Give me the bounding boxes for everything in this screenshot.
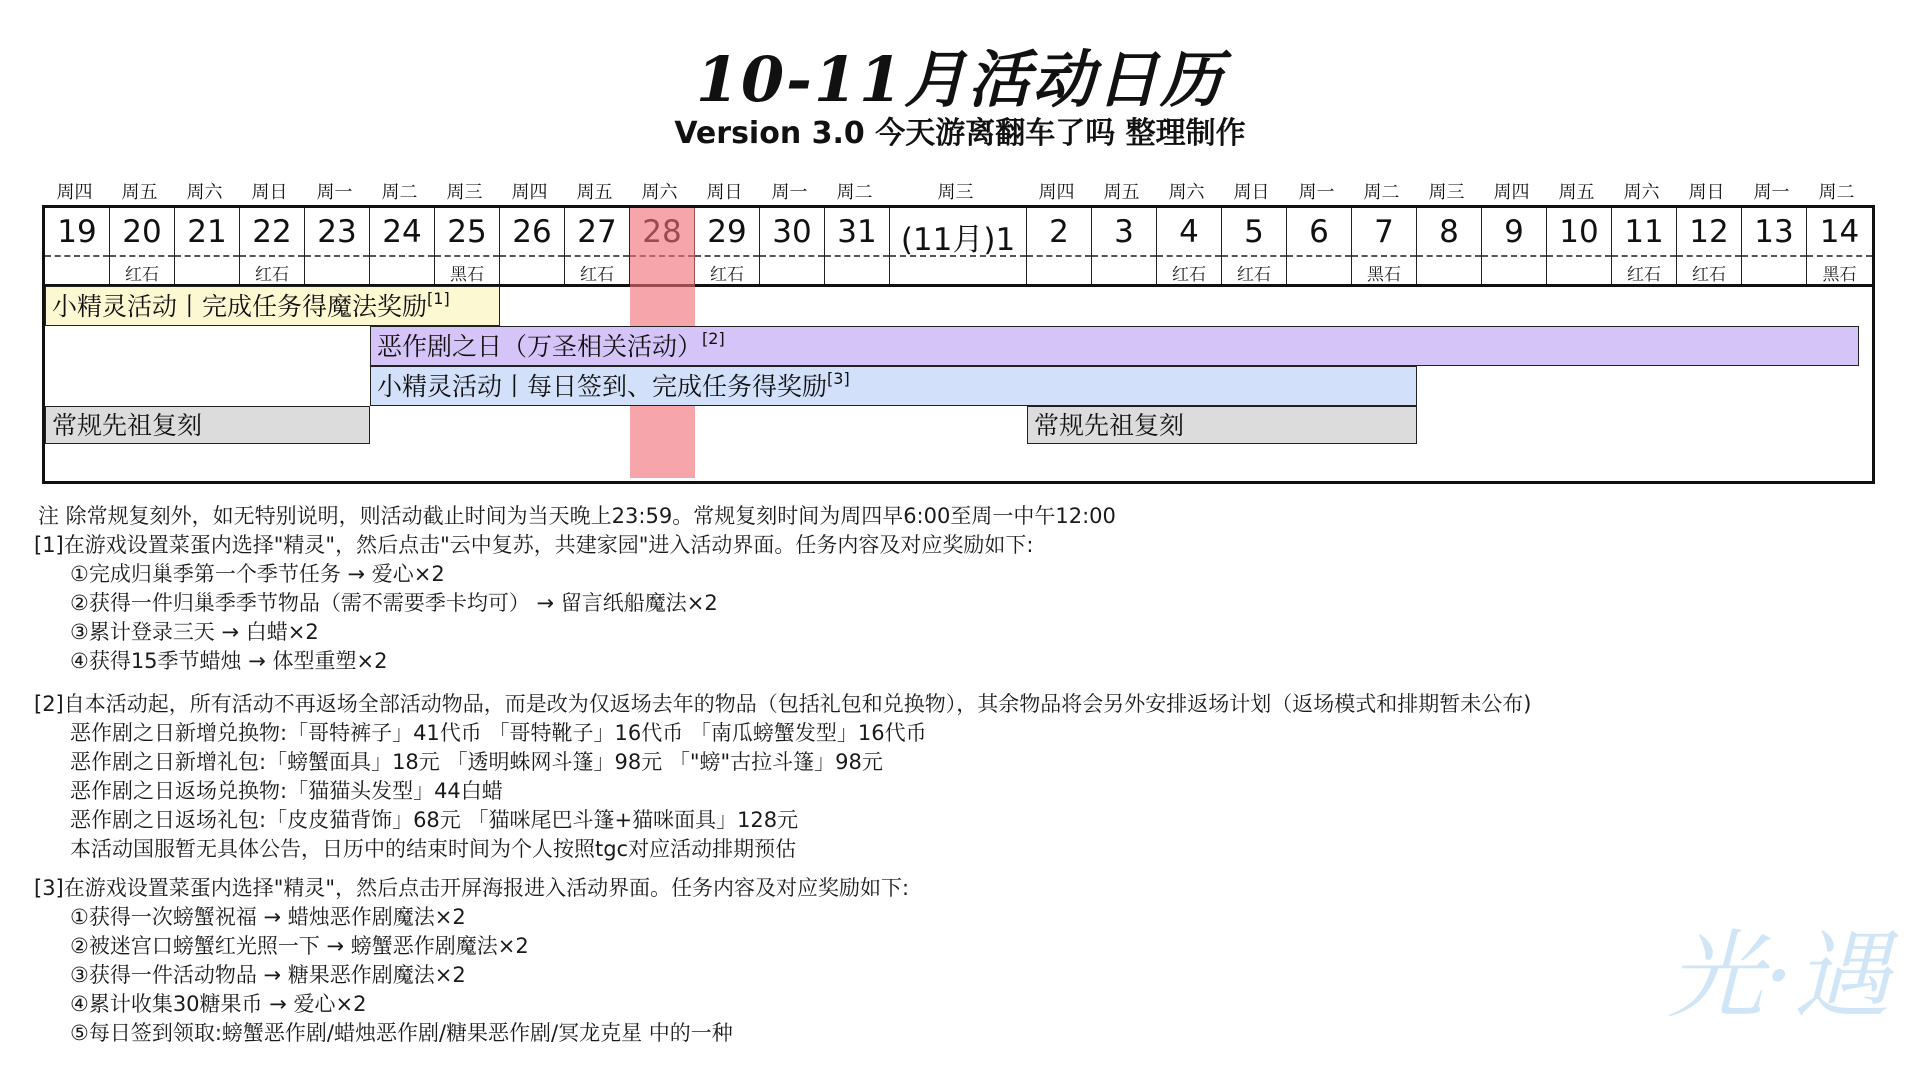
dashed-divider	[1027, 255, 1091, 257]
shard-tag: 红石	[125, 265, 159, 285]
weekday-label: 周四	[56, 182, 93, 203]
day-cell[interactable]	[45, 208, 110, 286]
day-cell[interactable]	[1092, 208, 1157, 286]
day-cell[interactable]	[1157, 208, 1222, 286]
weekday-label: 周日	[1233, 182, 1270, 203]
day-number: 7	[1374, 214, 1394, 250]
weekday-label: 周四	[1493, 182, 1530, 203]
page-subtitle: Version 3.0 今天游离翻车了吗 整理制作	[674, 116, 1246, 151]
day-cell[interactable]	[240, 208, 305, 286]
day-number: 4	[1179, 214, 1199, 250]
note-1-item: ④获得15季节蜡烛 → 体型重塑×2	[70, 649, 388, 673]
day-number: 8	[1439, 214, 1459, 250]
game-logo-watermark: 光·遇	[1667, 920, 1890, 1032]
event-calendar	[42, 178, 1875, 486]
dashed-divider	[240, 255, 304, 257]
dashed-divider	[110, 255, 174, 257]
shard-tag: 红石	[1237, 265, 1271, 285]
note-3-item: ③获得一件活动物品 → 糖果恶作剧魔法×2	[70, 963, 466, 987]
dashed-divider	[1222, 255, 1286, 257]
day-cell[interactable]	[695, 208, 760, 286]
weekday-label: 周一	[771, 182, 808, 203]
day-cell[interactable]	[1222, 208, 1287, 286]
weekday-label: 周三	[446, 182, 483, 203]
shard-tag: 红石	[1172, 265, 1206, 285]
general-note: 注 除常规复刻外，如无特别说明，则活动截止时间为当天晚上23:59。常规复刻时间为周四早6:00至周一中午12:00	[38, 504, 1116, 528]
weekday-label: 周二	[1363, 182, 1400, 203]
weekday-label: 周五	[576, 182, 613, 203]
day-cell[interactable]	[1482, 208, 1547, 286]
dashed-divider	[1092, 255, 1156, 257]
note-1-item: ②获得一件归巢季季节物品（需不需要季卡均可） → 留言纸船魔法×2	[70, 591, 718, 615]
event-label: 小精灵活动丨完成任务得魔法奖励	[52, 292, 428, 321]
dashed-divider	[1742, 255, 1806, 257]
day-number: 31	[837, 214, 877, 250]
day-cell[interactable]	[1417, 208, 1482, 286]
day-number: 29	[707, 214, 747, 250]
day-number: 9	[1504, 214, 1524, 250]
note-2-item: 恶作剧之日返场礼包:「皮皮猫背饰」68元 「猫咪尾巴斗篷+猫咪面具」128元	[70, 808, 799, 832]
event-label: 恶作剧之日（万圣相关活动）	[377, 332, 703, 361]
note-2-item: 本活动国服暂无具体公告，日历中的结束时间为个人按照tgc对应活动排期预估	[70, 837, 797, 861]
event-bar-sprite-tasks[interactable]	[45, 286, 500, 326]
event-bar-spirit-rerun-1[interactable]	[45, 406, 370, 444]
dashed-divider	[500, 255, 564, 257]
dashed-divider	[1612, 255, 1676, 257]
dashed-divider	[305, 255, 369, 257]
day-number: 27	[577, 214, 617, 250]
event-bar-prank-day[interactable]	[370, 326, 1859, 366]
day-cell[interactable]	[1742, 208, 1807, 286]
dashed-divider	[1417, 255, 1481, 257]
day-cell[interactable]	[435, 208, 500, 286]
day-cell[interactable]	[1547, 208, 1612, 286]
dashed-divider	[565, 255, 629, 257]
shard-tag: 黑石	[1822, 265, 1857, 285]
day-number: 2	[1049, 214, 1069, 250]
event-label: 常规先祖复刻	[52, 411, 203, 440]
note-3-item: ⑤每日签到领取:螃蟹恶作剧/蜡烛恶作剧/糖果恶作剧/冥龙克星 中的一种	[70, 1021, 733, 1045]
note-1-item: ③累计登录三天 → 白蜡×2	[70, 620, 319, 644]
calendar-grid	[42, 205, 1875, 484]
dashed-divider	[1482, 255, 1546, 257]
note-1-heading: [1]在游戏设置菜蛋内选择"精灵"，然后点击"云中复苏，共建家园"进入活动界面。任务内容及对应奖励如下:	[34, 533, 1034, 557]
dashed-divider	[1807, 255, 1872, 257]
weekday-label: 周二	[381, 182, 418, 203]
weekday-label: 周二	[836, 182, 873, 203]
day-cell[interactable]	[305, 208, 370, 286]
shard-tag: 红石	[255, 265, 289, 285]
day-number: 11	[1624, 214, 1664, 250]
weekday-label: 周三	[937, 182, 974, 203]
dashed-divider	[1547, 255, 1611, 257]
dashed-divider	[760, 255, 824, 257]
note-3-heading: [3]在游戏设置菜蛋内选择"精灵"，然后点击开屏海报进入活动界面。任务内容及对应奖励如下:	[34, 876, 910, 900]
note-1-item: ①完成归巢季第一个季节任务 → 爱心×2	[70, 562, 445, 586]
dashed-divider	[45, 255, 109, 257]
day-number: 3	[1114, 214, 1134, 250]
shard-tag: 黑石	[450, 265, 484, 285]
event-note-ref: [3]	[827, 369, 850, 388]
weekday-label: 周日	[1688, 182, 1725, 203]
event-label: 小精灵活动丨每日签到、完成任务得奖励	[377, 372, 828, 401]
weekday-label: 周五	[121, 182, 158, 203]
day-cell[interactable]	[760, 208, 825, 286]
day-cell[interactable]	[565, 208, 630, 286]
weekday-label: 周六	[1168, 182, 1205, 203]
weekday-label: 周一	[1298, 182, 1335, 203]
event-bar-spirit-rerun-2[interactable]	[1027, 406, 1417, 444]
day-number: 19	[57, 214, 97, 250]
day-number: 22	[252, 214, 292, 250]
weekday-label: 周六	[641, 182, 678, 203]
day-number: 10	[1559, 214, 1599, 250]
day-cell[interactable]	[890, 208, 1027, 286]
event-bar-sprite-checkin[interactable]	[370, 366, 1417, 406]
dashed-divider	[435, 255, 499, 257]
day-cell[interactable]	[1287, 208, 1352, 286]
weekday-label: 周三	[1428, 182, 1465, 203]
dashed-divider	[695, 255, 759, 257]
dashed-divider	[890, 255, 1026, 257]
day-cell[interactable]	[1677, 208, 1742, 286]
weekday-label: 周六	[1623, 182, 1660, 203]
event-note-ref: [2]	[702, 329, 725, 348]
dashed-divider	[1677, 255, 1741, 257]
day-number: 21	[187, 214, 227, 250]
weekday-label: 周一	[316, 182, 353, 203]
dashed-divider	[825, 255, 889, 257]
day-cell[interactable]	[110, 208, 175, 286]
day-number: 30	[772, 214, 812, 250]
shard-tag: 红石	[710, 265, 744, 285]
weekday-label: 周一	[1753, 182, 1790, 203]
dashed-divider	[1157, 255, 1221, 257]
day-cell[interactable]	[175, 208, 240, 286]
day-cell[interactable]	[1807, 208, 1872, 286]
day-number: 25	[447, 214, 487, 250]
weekday-label: 周五	[1103, 182, 1140, 203]
day-cell[interactable]	[825, 208, 890, 286]
note-3-item: ②被迷宫口螃蟹红光照一下 → 螃蟹恶作剧魔法×2	[70, 934, 529, 958]
note-2-item: 恶作剧之日新增礼包:「螃蟹面具」18元 「透明蛛网斗篷」98元 「"螃"古拉斗篷」98元	[70, 750, 883, 774]
day-number: 12	[1689, 214, 1729, 250]
weekday-label: 周六	[186, 182, 223, 203]
dashed-divider	[370, 255, 434, 257]
note-3-item: ④累计收集30糖果币 → 爱心×2	[70, 992, 367, 1016]
day-number: 23	[317, 214, 357, 250]
shard-tag: 红石	[580, 265, 614, 285]
event-note-ref: [1]	[427, 289, 450, 308]
day-number: 6	[1309, 214, 1329, 250]
day-number: 24	[382, 214, 422, 250]
page-title: 10-11月活动日历	[695, 43, 1225, 116]
dashed-divider	[1287, 255, 1351, 257]
shard-tag: 黑石	[1367, 265, 1401, 285]
weekday-label: 周四	[511, 182, 548, 203]
note-2-item: 恶作剧之日新增兑换物:「哥特裤子」41代币 「哥特靴子」16代币 「南瓜螃蟹发型」16代币	[70, 721, 927, 745]
dashed-divider	[175, 255, 239, 257]
day-cell[interactable]	[370, 208, 435, 286]
day-number: 14	[1819, 214, 1860, 250]
day-number: 20	[122, 214, 162, 250]
event-label: 常规先祖复刻	[1034, 411, 1185, 440]
note-2-heading: [2]自本活动起，所有活动不再返场全部活动物品，而是改为仅返场去年的物品（包括礼包和兑换物），其余物品将会另外安排返场计划（返场模式和排期暂未公布)	[34, 692, 1532, 716]
weekday-label: 周日	[251, 182, 288, 203]
day-cell[interactable]	[500, 208, 565, 286]
shard-tag: 红石	[1627, 265, 1661, 285]
day-number: (11月)1	[900, 222, 1016, 258]
day-number: 13	[1754, 214, 1794, 250]
day-cell[interactable]	[1612, 208, 1677, 286]
day-number: 26	[512, 214, 552, 250]
day-number: 5	[1244, 214, 1264, 250]
dashed-divider	[1352, 255, 1416, 257]
weekday-label: 周四	[1038, 182, 1075, 203]
shard-tag: 红石	[1692, 265, 1726, 285]
weekday-label: 周二	[1818, 182, 1855, 203]
note-2-item: 恶作剧之日返场兑换物:「猫猫头发型」44白蜡	[70, 779, 503, 803]
weekday-label: 周日	[706, 182, 743, 203]
day-cell[interactable]	[1352, 208, 1417, 286]
day-cell[interactable]	[1027, 208, 1092, 286]
note-3-item: ①获得一次螃蟹祝福 → 蜡烛恶作剧魔法×2	[70, 905, 466, 929]
weekday-label: 周五	[1558, 182, 1595, 203]
